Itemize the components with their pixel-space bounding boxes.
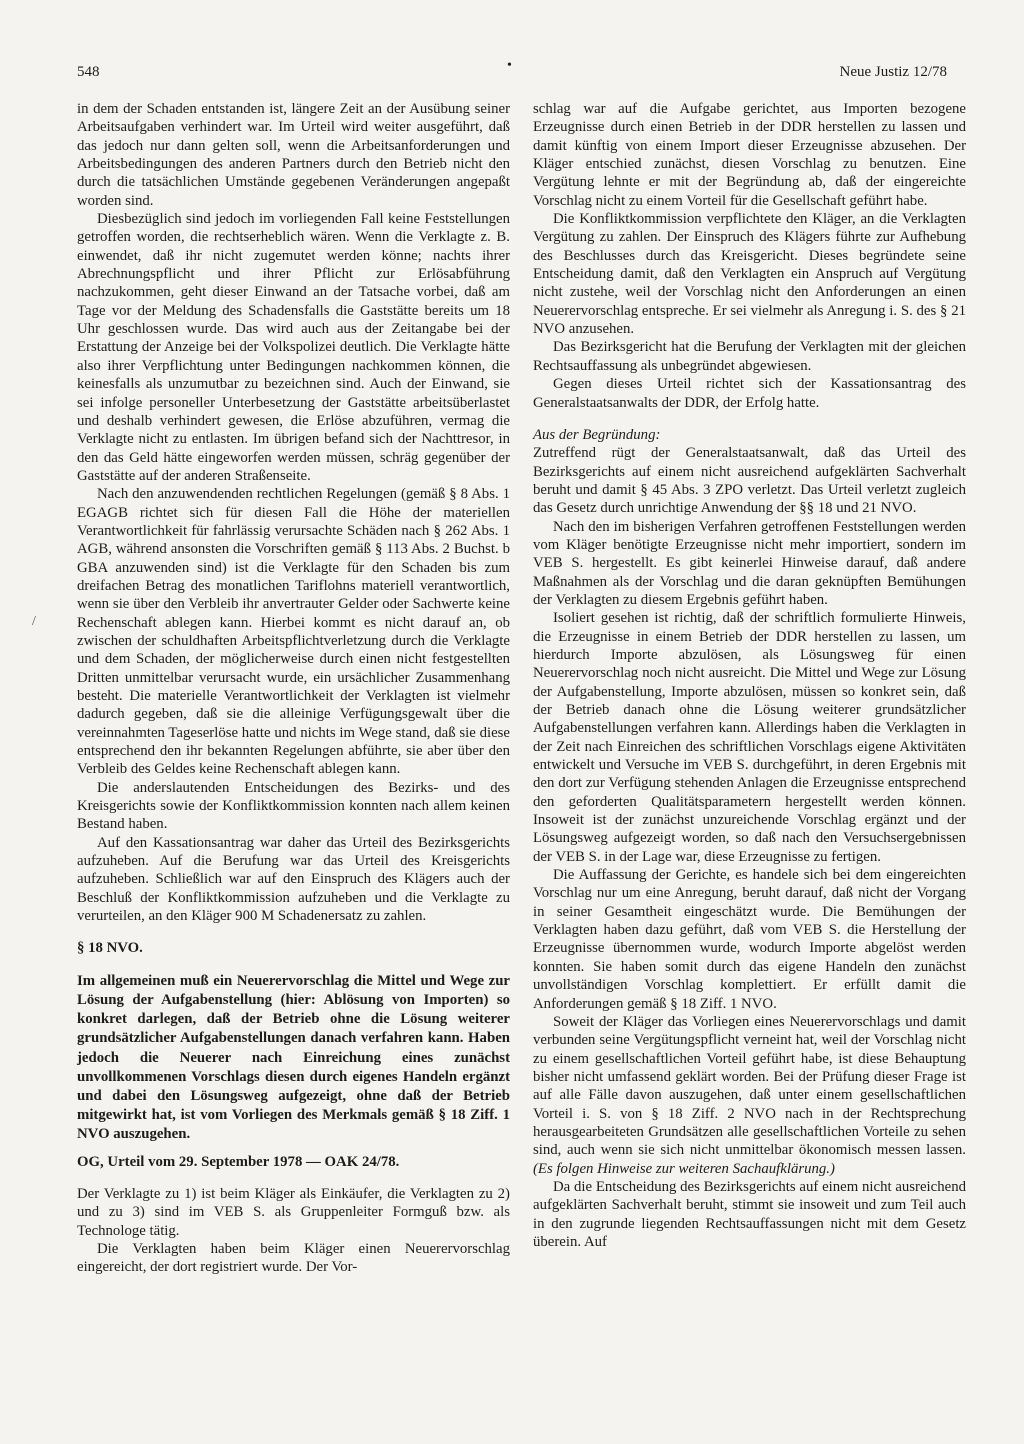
right-column [533, 100, 966, 1251]
paragraph: Auf den Kassationsantrag war daher das Urteil des Bezirksgerichts aufzuheben. Auf die Berufung war das Urteil des Kreisgerichts aufzuheben. Schließlich war auf den Einspruch des Klägers auch der Beschluß der Konfliktkommission aufzuheben und die Verklagte zu verurteilen, an den Kläger 900 M Schadenersatz zu zahlen. [77, 834, 510, 925]
left-column [77, 100, 510, 1277]
paragraph: Zutreffend rügt der Generalstaatsanwalt, daß das Urteil des Bezirksgerichts auf einem nicht ausreichend aufgeklärten Sachverhalt beruht und damit § 45 Abs. 3 ZPO verletzt. Das Urteil verletzt zugleich das Gesetz durch unrichtige Anwendung der §§ 18 und 21 NVO. [533, 445, 966, 517]
paragraph: Die Verklagten haben beim Kläger einen Neuerervorschlag eingereicht, der dort registriert wurde. Der Vor- [77, 1241, 510, 1276]
page-number: 548 [77, 64, 100, 80]
italic-note: (Es folgen Hinweise zur weiteren Sachaufklärung.) [533, 1160, 835, 1177]
paragraph: Das Bezirksgericht hat die Berufung der Verklagten mit der gleichen Rechtsauffassung als unbegründet abgewiesen. [533, 339, 966, 374]
paragraph-text: Soweit der Kläger das Vorliegen eines Neuerervorschlags und damit verbunden seine Vergütungspflicht verneint hat, weil der Vorschlag nicht zu einem gesellschaftlichen Vorteil geführt habe, ist diese Behauptung bisher nicht umfassend geklärt worden. Bei der Prüfung dieser Frage ist auf alle Fälle davon auszugehen, daß unter einem gesellschaftlichen Vorteil i. S. von § 18 Ziff. 2 NVO nach in der Rechtsprechung herausgearbeiteten Grundsätzen alle gesellschaftlichen Vorteile zu sehen sind, auch wenn sie sich nicht unmittelbar ökonomisch messen lassen. [533, 1013, 966, 1159]
section-heading: Aus der Begründung: [533, 426, 661, 443]
paragraph: Isoliert gesehen ist richtig, daß der schriftlich formulierte Hinweis, die Erzeugnisse in einem Betrieb der DDR herstellen zu lassen, um hierdurch Importe abzulösen, als Lösungsweg für einen Neuerervorschlag noch nicht ausreicht. Die Mittel und Wege zur Lösung der Aufgabenstellung, Importe abzulösen, müssen so konkret sein, daß der Betrieb danach ohne die Lösung weiterer grundsätzlicher Aufgabenstellungen verfahren kann. Allerdings haben die Verklagten in der Zeit nach Einreichen des schriftlichen Vorschlags eigene Aktivitäten entwickelt und Versuche im VEB S. durchgeführt, in deren Ergebnis mit den dort zur Verfügung stehenden Anlagen die Erzeugnisse entsprechend den geforderten Qualitätsparametern hergestellt werden können. Insoweit ist der zunächst unzureichende Vorschlag ergänzt und der Lösungsweg aufgezeigt worden, so daß nach den Versuchsergebnissen der VEB S. in der Lage war, diese Erzeugnisse zu fertigen. [533, 610, 966, 865]
paragraph: Gegen dieses Urteil richtet sich der Kassationsantrag des Generalstaatsanwalts der DDR, der Erfolg hatte. [533, 376, 966, 411]
margin-mark: / [32, 614, 36, 629]
paragraph: Nach den anzuwendenden rechtlichen Regelungen (gemäß § 8 Abs. 1 EGAGB richtet sich für diesen Fall die Höhe der materiellen Verantwortlichkeit für fahrlässig verursachte Schäden nach § 262 Abs. 1 AGB, während ansonsten die Vorschriften gemäß § 113 Abs. 2 Buchst. b GBA anzuwenden sind) ist die Verklagte für den Schaden bis zum dreifachen Betrag des monatlichen Tariflohns materiell verantwortlich, wenn sie über den Verbleib ihr anvertrauter Gelder oder Sachwerte keine Rechenschaft ablegen kann. Hierbei kommt es nicht darauf an, ob zwischen der schuldhaften Arbeitspflichtverletzung durch die Verklagte und dem Schaden, der möglicherweise durch einen nicht festgestellten Dritten unmittelbar verursacht wurde, ein ursächlicher Zusammenhang besteht. Die materielle Verantwortlichkeit der Verklagten ist vielmehr dadurch gegeben, daß sie die alleinige Verfügungsgewalt über die vereinnahmten Tageserlöse hatte und nichts im Wege stand, daß sie diese entsprechend den ihr bekannten Regelungen abführte, sie aber über den Verbleib des Geldes keine Rechenschaft ablegen kann. [77, 486, 510, 778]
journal-title: Neue Justiz 12/78 [839, 64, 947, 80]
paragraph: in dem der Schaden entstanden ist, längere Zeit an der Ausübung seiner Arbeitsaufgaben verhindert war. Im Urteil wird weiter ausgeführt, daß das jedoch nur dann gelten soll, wenn die Arbeitsanforderungen und Arbeitsbedingungen des anderen Partners durch den Betrieb nicht den durch die tatsächlichen Umstände gegebenen Veränderungen angepaßt worden sind. [77, 101, 510, 209]
section-heading: § 18 NVO. [77, 940, 143, 957]
center-mark: • [507, 58, 512, 73]
page-header [77, 58, 947, 86]
paragraph: Die Konfliktkommission verpflichtete den Kläger, an die Verklagten Vergütung zu zahlen. Der Einspruch des Klägers führte zur Aufhebung des Beschlusses durch das Kreisgericht. Dieses begründete seine Entscheidung damit, daß den Verklagten ein Anspruch auf Vergütung nicht zustehe, weil der Vorschlag nicht den Anforderungen an einen Neuerervorschlag entspreche. Er sei vielmehr als Anregung i. S. des § 21 NVO anzusehen. [533, 211, 966, 338]
paragraph: Nach den im bisherigen Verfahren getroffenen Feststellungen werden vom Kläger benötigte Erzeugnisse nicht mehr importiert, sondern im VEB S. hergestellt. Es gibt keinerlei Hinweise darauf, daß andere Maßnahmen als der Vorschlag und die daran geknüpften Bemühungen der Verklagten zu diesem Ergebnis geführt haben. [533, 518, 966, 608]
paragraph [533, 1013, 966, 1178]
paragraph: Die anderslautenden Entscheidungen des Bezirks- und des Kreisgerichts sowie der Konfliktkommission konnten nach allem keinen Bestand haben. [77, 779, 510, 833]
paragraph: schlag war auf die Aufgabe gerichtet, aus Importen bezogene Erzeugnisse durch einen Betrieb in der DDR herstellen zu lassen und damit künftig von einem Import dieser Erzeugnisse abzusehen. Der Kläger entschied zunächst, diesen Vorschlag zu benutzen. Eine Vergütung lehnte er mit der Begründung ab, daß der eingereichte Vorschlag nicht zu einem Vorteil für die Gesellschaft geführt habe. [533, 101, 966, 209]
paragraph: Da die Entscheidung des Bezirksgerichts auf einem nicht ausreichend aufgeklärten Sachverhalt beruht, stimmt sie insoweit und zum Teil auch in den zugrunde liegenden Rechtsauffassungen nicht mit dem Gesetz überein. Auf [533, 1178, 966, 1250]
paragraph: Der Verklagte zu 1) ist beim Kläger als Einkäufer, die Verklagten zu 2) und zu 3) sind im VEB S. als Gruppenleiter Formguß bzw. als Technologe tätig. [77, 1185, 510, 1239]
court-citation: OG, Urteil vom 29. September 1978 — OAK 24/78. [77, 1153, 400, 1170]
paragraph: Die Auffassung der Gerichte, es handele sich bei dem eingereichten Vorschlag nur um eine Anregung, beruht darauf, daß nicht der Vorgang in seiner Gesamtheit eingeschätzt wurde. Die Bemühungen der Verklagten haben dazu geführt, daß vom VEB S. die Herstellung der Erzeugnisse übernommen wurde, wodurch Importe abgelöst werden konnten. Sie haben somit durch das eigene Handeln den zunächst unvollständigen Vorschlag komplettiert. Er erfüllt damit die Anforderungen gemäß § 18 Ziff. 1 NVO. [533, 867, 966, 1012]
paragraph: Diesbezüglich sind jedoch im vorliegenden Fall keine Feststellungen getroffen worden, die rechtserheblich wären. Wenn die Verklagte z. B. einwendet, daß ihr nicht zugemutet werden könne; nachts ihrer Abrechnungspflicht und ihrer Pflicht zur Erlösabführung nachzukommen, geht dieser Einwand an der Tatsache vorbei, daß am Tage vor der Meldung des Schadensfalls die Gaststätte bereits um 18 Uhr geschlossen wurde. Das wird auch aus der Zeitangabe bei der Erstattung der Anzeige bei der Volkspolizei deutlich. Die Verklagte hätte also ihrer Verpflichtung unter Bedingungen nachkommen können, die keinesfalls als unzumutbar zu bezeichnen sind. Auch der Einwand, sie sei infolge personeller Unterbesetzung der Gaststätte arbeitsüberlastet und deshalb verhindert gewesen, die Erlöse abzuführen, vermag die Verklagte nicht zu entlasten. Im übrigen befand sich der Nachttresor, in den das Geld hätte eingeworfen werden müssen, schräg gegenüber der Gaststätte auf der anderen Straßenseite. [77, 211, 510, 484]
lead-paragraph: Im allgemeinen muß ein Neuerervorschlag die Mittel und Wege zur Lösung der Aufgabenstellung (hier: Ablösung von Importen) so konkret darlegen, daß der Betrieb ohne die Lösung weiterer grundsätzlicher Aufgabenstellungen danach verfahren kann. Haben jedoch die Neuerer nach Einreichung eines zunächst unvollkommenen Vorschlags diesen durch eigenes Handeln ergänzt und dabei den Lösungsweg aufgezeigt, ohne daß der Betrieb mitgewirkt hat, ist vom Vorliegen des Merkmals gemäß § 18 Ziff. 1 NVO auszugehen. [77, 972, 510, 1143]
